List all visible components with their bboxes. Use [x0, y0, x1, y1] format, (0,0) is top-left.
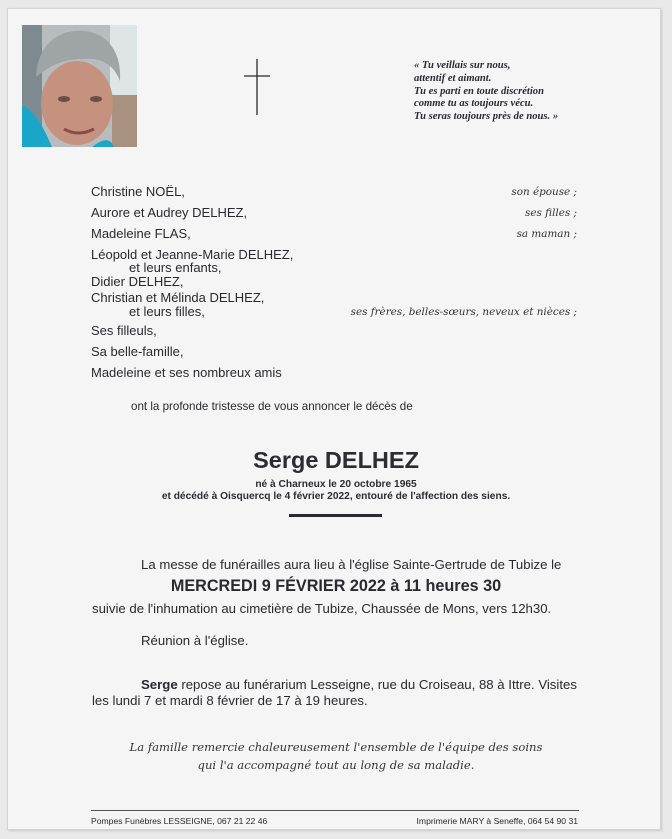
quote-line: Tu seras toujours près de nous. »	[414, 111, 559, 123]
memorial-quote	[414, 60, 604, 124]
divider	[289, 514, 382, 517]
thanks-line-1: La famille remercie chaleureusement l'ensemble de l'équipe des soins	[129, 740, 543, 754]
ceremony-date: MERCREDI 9 FÉVRIER 2022 à 11 heures 30	[170, 577, 502, 595]
quote-line: comme tu as toujours vécu.	[414, 98, 534, 110]
visitation-text: repose au funérarium Lesseigne, rue du Croiseau, 88 à Ittre. Visites	[177, 677, 577, 692]
family-member: Didier DELHEZ,	[91, 274, 184, 289]
cross-icon	[244, 59, 270, 115]
announcement-text: ont la profonde tristesse de vous annoncer le décès de	[131, 400, 413, 413]
portrait-image	[22, 25, 137, 147]
family-member: Ses filleuls,	[91, 323, 157, 338]
burial-info: suivie de l'inhumation au cimetière de Tubize, Chaussée de Mons, vers 12h30.	[92, 601, 552, 616]
family-member: Sa belle-famille,	[91, 344, 184, 359]
family-member: et leurs filles,	[129, 304, 205, 319]
family-member: Christian et Mélinda DELHEZ,	[91, 290, 265, 305]
visitation-first-name: Serge	[141, 677, 178, 692]
quote-line: attentif et aimant.	[414, 72, 492, 84]
quote-line: « Tu veillais sur nous,	[414, 60, 511, 71]
footer-printer: Imprimerie MARY à Seneffe, 064 54 90 31	[416, 816, 578, 826]
family-relation: ses frères, belles-sœurs, neveux et nièces ;	[350, 306, 577, 318]
death-info: et décédé à Oisquercq le 4 février 2022, entouré de l'affection des siens.	[161, 491, 511, 502]
deceased-name: Serge DELHEZ	[253, 447, 419, 473]
ceremony-intro: La messe de funérailles aura lieu à l'église Sainte-Gertrude de Tubize le	[141, 557, 562, 572]
family-member: Aurore et Audrey DELHEZ,	[91, 205, 248, 220]
quote-line: Tu es parti en toute discrétion	[414, 85, 544, 97]
family-relation: ses filles ;	[525, 207, 577, 219]
family-member: et leurs enfants,	[129, 260, 222, 275]
family-relation: sa maman ;	[516, 228, 577, 240]
footer-funeral-home: Pompes Funèbres LESSEIGNE, 067 21 22 46	[91, 816, 268, 826]
family-member: Madeleine FLAS,	[91, 226, 191, 241]
meeting-info: Réunion à l'église.	[141, 633, 249, 648]
portrait-photo	[22, 25, 137, 147]
visitation-line-1	[141, 677, 577, 692]
family-relation: son épouse ;	[511, 186, 577, 198]
visitation-line-2: les lundi 7 et mardi 8 février de 17 à 19 heures.	[92, 693, 368, 708]
birth-info: né à Charneux le 20 octobre 1965	[255, 479, 417, 490]
family-member: Madeleine et ses nombreux amis	[91, 365, 282, 380]
footer-divider	[91, 810, 579, 811]
thanks-line-2: qui l'a accompagné tout au long de sa maladie.	[197, 758, 475, 772]
family-member: Christine NOËL,	[91, 184, 185, 199]
family-member: Léopold et Jeanne-Marie DELHEZ,	[91, 247, 294, 262]
